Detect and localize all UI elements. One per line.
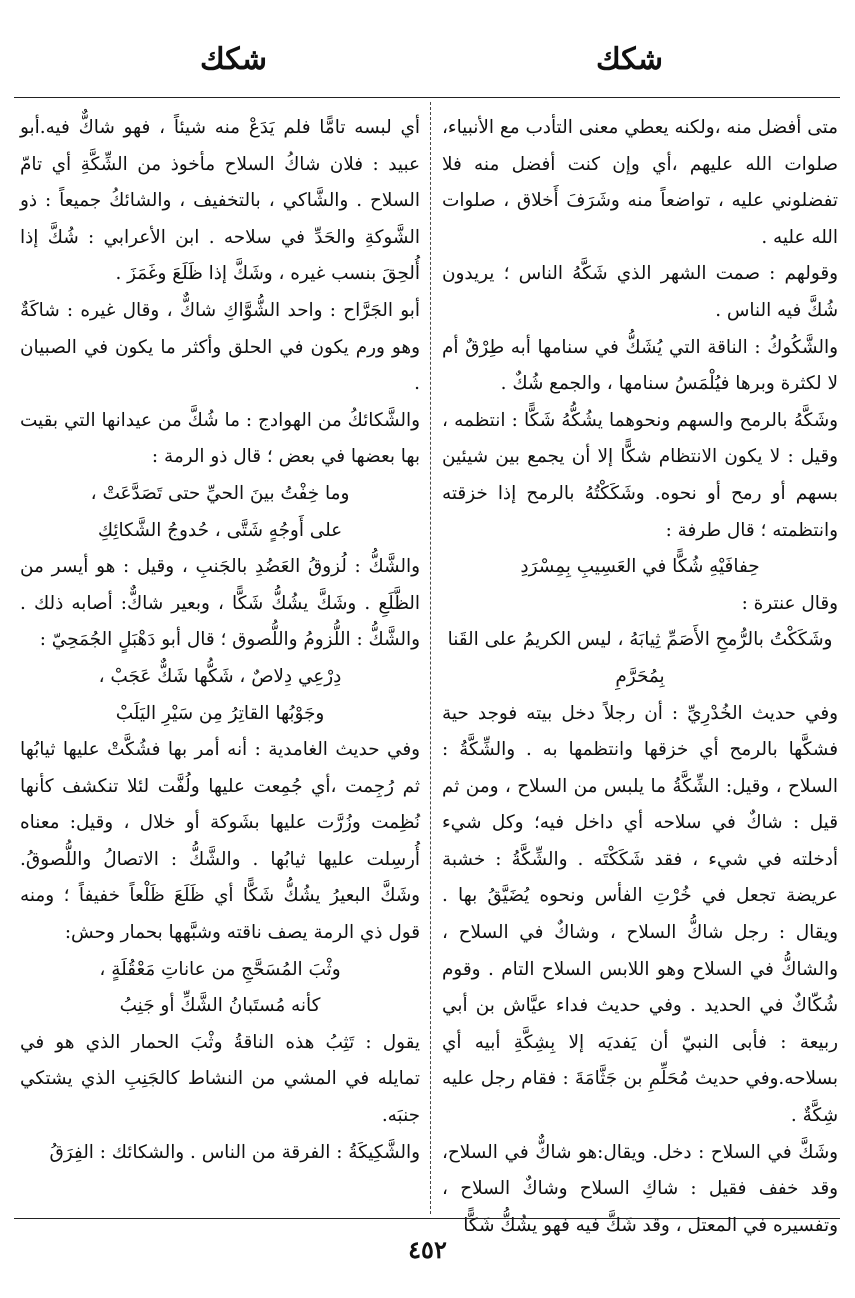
page-header (0, 42, 855, 92)
paragraph: وفي حديث الخُدْرِيِّ : أن رجلاً دخل بيته فوجد حية فشكَّها بالرمح أي خزقها وانتظمها به . والشِّكَّةُ : السلاح ، وقيل: الشِّكَّةُ ما يلبس من السلاح ، ومن ثم قيل : شاكٌ في سلاحه أي داخل فيه؛ وكل شيء أدخلته في شيء ، فقد شَكَكْتَه . والشِّكَّةُ : خشبة عريضة تجعل في خُرْتِ الفأس ونحوه يُضَيَّقُ بها . ويقال : رجل شاكُّ السلاح ، وشاكٌ في السلاح ، والشاكُّ في السلاح وهو اللابس السلاح التام . وقوم شُكّاكٌ في الحديد . وفي حديث فداء عيَّاش بن أبي ربيعة : فأبى النبيّ أن يَفديَه إلا بِشِكَّةِ أبيه أي بسلاحه.وفي حديث مُحَلِّمِ بن جَثَّامَةَ : فقام رجل عليه شِكَّةٌ . (442, 702, 838, 1127)
left-column (20, 110, 420, 1210)
column-divider (430, 102, 431, 1214)
verse-line: على أَوجُهٍ شَتَّى ، حُدوجُ الشَّكائِكِ (97, 519, 343, 541)
verse-line: وشَكَكْتُ بالرُّمحِ الأَصَمِّ ثِيابَهُ ، ليس الكريمُ على القَنا بِمُحَرَّمِ (447, 629, 833, 687)
bottom-rule (14, 1218, 840, 1219)
paragraph: والشَّكائكُ من الهوادج : ما شُكَّ من عيدانها التي بقيت بها بعضها في بعض ؛ قال ذو الرمة : (20, 409, 420, 468)
headword-right: شكك (596, 42, 663, 77)
paragraph: متى أفضل منه ،ولكنه يعطي معنى التأدب مع الأنبياء، صلوات الله عليهم ،أي وإن كنت أفضل منه فلا تفضلوني عليه ، تواضعاً منه وشَرَفَ أَخلاق ، صلوات الله عليه . (442, 117, 838, 248)
paragraph: والشَّكِيكَةُ : الفرقة من الناس . والشكائك : الفِرَقُ (49, 1141, 420, 1163)
verse-line: وثْبَ المُسَحَّجِ من عاناتِ مَعْقُلَةٍ ، (99, 958, 341, 980)
paragraph: والشَّكُوكُ : الناقة التي يُشَكُّ في سنامها أبه طِرْقٌ أم لا لكثرة وبرها فيُلْمَسُ سنامها ، والجمع شُكٌ . (442, 336, 838, 395)
headword-left: شكك (200, 42, 267, 77)
paragraph: وشَكَّهُ بالرمح والسهم ونحوهما يشُكُّهُ شَكًّا : انتظمه ، وقيل : لا يكون الانتظام شكًّا إلا أن يجمع بين شيئين بسهم أو رمح أو نحوه. وشَكَكْتُهُ بالرمح إذا خزقته وانتظمته ؛ قال طرفة : (442, 409, 838, 541)
paragraph: وشَكَّ في السلاح : دخل. ويقال:هو شاكٌّ في السلاح، وقد خفف فقيل : شاكِ السلاح وشاكٌ السلاح ، وتفسيره في المعتل ، وقد شَكَّ فيه فهو يشُكُّ شَكًّا (442, 1141, 838, 1236)
paragraph: يقول : تَثِبُ هذه الناقةُ وثْبَ الحمار الذي هو في تمايله في المشي من النشاط كالجَنِبِ الذي يشتكي جنبَه. (20, 1031, 420, 1127)
paragraph: والشَّكُّ : لُزوقُ العَضُدِ بالجَنبِ ، وقيل : هو أيسر من الظَّلَعِ . وشَكَّ يشُكُّ شَكًّا ، وبعير شاكٌّ: أصابه ذلك . والشَّكُّ : اللُّزومُ واللُّصوق ؛ قال أبو دَهْبَلٍ الجُمَحِيّ : (20, 556, 420, 651)
paragraph: وفي حديث الغامدية : أنه أمر بها فشُكَّتْ عليها ثيابُها ثم رُجِمت ،أي جُمِعت عليها ولُفَّت لئلا تنكشف كأنها نُظِمت وزُرَّت عليها بشَوكة أو خلال ، وقيل: معناه أُرسِلت عليها ثيابُها . والشَّكُّ : الاتصالُ واللُّصوقُ. وشَكَّ البعيرُ يشُكُّ شَكًّا أي ظَلَعَ ظَلْعاً خفيفاً ؛ ومنه قول ذي الرمة يصف ناقته وشبَّهها بحمار وحش: (20, 739, 420, 944)
right-column (442, 110, 838, 1236)
top-rule (14, 97, 840, 98)
paragraph: أي لبسه تامًّا فلم يَدَعْ منه شيئاً ، فهو شاكٌّ فيه.أبو عبيد : فلان شاكُ السلاح مأخوذ من الشِّكَّةِ أي تامّ السلاح . والشَّاكي ، بالتخفيف ، والشائكُ جميعاً : ذو الشَّوكةِ والحَدِّ في سلاحه . ابن الأعرابي : شُكَّ إذا أُلحِقَ بنسب غيره ، وشَكَّ إذا ظَلَعَ وغَمَزَ . (20, 117, 420, 285)
verse-line: كأنه مُستَبانُ الشَّكِّ أو جَنِبُ (119, 995, 321, 1017)
verse-line: وما خِفْتُ بينَ الحيِّ حتى تَصَدَّعَتْ ، (90, 482, 350, 504)
verse-line: وجَوْبُها القاتِرُ مِن سَيْرِ اليَلَبْ (115, 702, 325, 724)
page-number: ٤٥٢ (408, 1235, 447, 1264)
verse-line: حِفافَيْهِ شُكًّا في العَسِيبِ بِمِسْرَدِ (520, 556, 760, 578)
verse-line: دِرْعِي دِلاصٌ ، شَكُّها شَكٌّ عَجَبْ ، (98, 665, 342, 687)
paragraph: وقال عنترة : (741, 592, 838, 614)
paragraph: وقولهم : صمت الشهر الذي شَكَّهُ الناس ؛ يريدون شُكَّ فيه الناس . (442, 263, 838, 321)
paragraph: أبو الجَرَّاح : واحد الشُّوَّاكِ شاكٌّ ، وقال غيره : شاكَةٌ وهو ورم يكون في الحلق وأكثر ما يكون في الصبيان . (20, 299, 420, 395)
